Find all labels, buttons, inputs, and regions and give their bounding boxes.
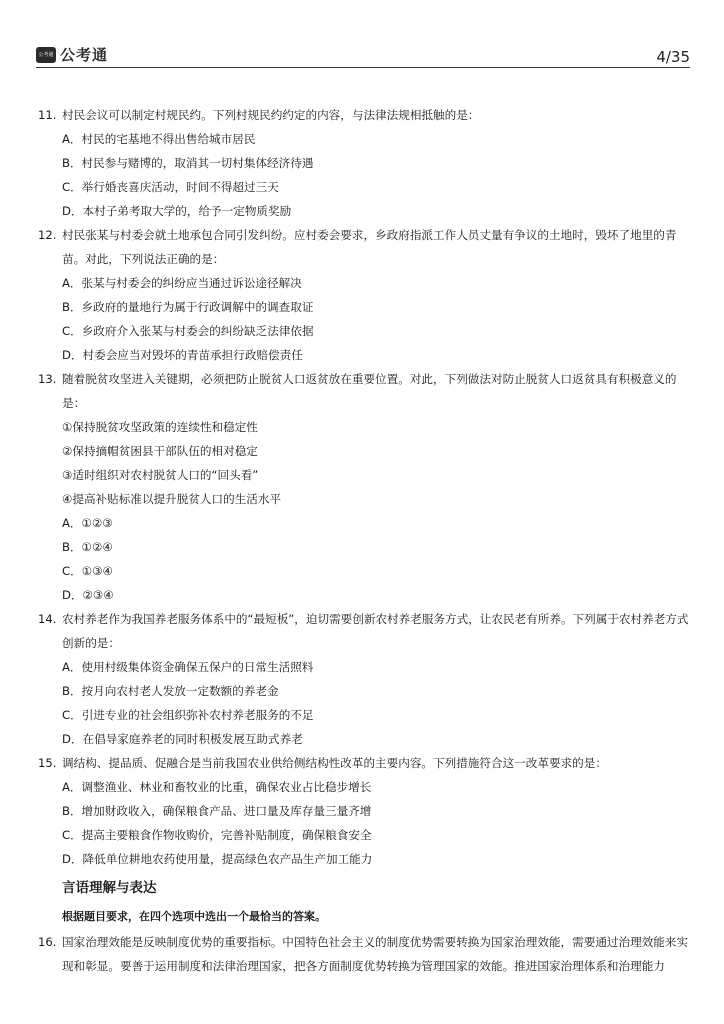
option: A．使用村级集体资金确保五保户的日常生活照料 <box>62 660 314 674</box>
question-stem: 调结构、提品质、促融合是当前我国农业供给侧结构性改革的主要内容。下列措施符合这一改革要求的是： <box>62 756 607 770</box>
option: B．增加财政收入，确保粮食产品、进口量及库存量三量齐增 <box>62 804 372 818</box>
question-14 <box>38 607 690 751</box>
option: A．①②③ <box>62 516 113 530</box>
option: A．调整渔业、林业和畜牧业的比重，确保农业占比稳步增长 <box>62 780 372 794</box>
option: C．乡政府介入张某与村委会的纠纷缺乏法律依据 <box>62 324 314 338</box>
question-stem: 随着脱贫攻坚进入关键期，必须把防止脱贫人口返贫放在重要位置。对此，下列做法对防止脱贫人口返贫具有积极意义的是： <box>62 372 677 410</box>
option: D．本村子弟考取大学的，给予一定物质奖励 <box>62 204 292 218</box>
option: D．②③④ <box>62 588 114 602</box>
question-12 <box>38 223 690 367</box>
logo <box>36 44 108 65</box>
logo-badge-icon: 公考通 <box>36 47 56 63</box>
statement: ③适时组织对农村脱贫人口的“回头看” <box>62 468 259 482</box>
section-title: 言语理解与表达 <box>62 880 157 896</box>
question-number: 11. <box>38 108 57 122</box>
page-header <box>36 40 690 70</box>
question-stem: 国家治理效能是反映制度优势的重要指标。中国特色社会主义的制度优势需要转换为国家治理效能，需要通过治理效能来实现和彰显。要善于运用制度和法律治理国家，把各方面制度优势转换为管理国家的效能。推进国家治理体系和治理能力 <box>62 935 689 973</box>
question-16 <box>38 930 690 978</box>
page-content <box>38 103 690 978</box>
option: D．降低单位耕地农药使用量，提高绿色农产品生产加工能力 <box>62 852 373 866</box>
question-number: 13. <box>38 372 57 386</box>
option: B．①②④ <box>62 540 113 554</box>
option: D．村委会应当对毁坏的青苗承担行政赔偿责任 <box>62 348 303 362</box>
option: B．村民参与赌博的，取消其一切村集体经济待遇 <box>62 156 314 170</box>
question-13 <box>38 367 690 607</box>
question-number: 16. <box>38 935 57 949</box>
option: C．①③④ <box>62 564 113 578</box>
statement: ④提高补贴标准以提升脱贫人口的生活水平 <box>62 492 282 506</box>
section-instruction: 根据题目要求，在四个选项中选出一个最恰当的答案。 <box>62 910 326 923</box>
option: C．提高主要粮食作物收购价，完善补贴制度，确保粮食安全 <box>62 828 372 842</box>
option: B．乡政府的量地行为属于行政调解中的调查取证 <box>62 300 314 314</box>
statement: ②保持摘帽贫困县干部队伍的相对稳定 <box>62 444 258 458</box>
question-stem: 农村养老作为我国养老服务体系中的“最短板”，迫切需要创新农村养老服务方式，让农民老有所养。下列属于农村养老方式创新的是： <box>62 612 689 650</box>
question-number: 15. <box>38 756 57 770</box>
statement: ①保持脱贫攻坚政策的连续性和稳定性 <box>62 420 258 434</box>
question-stem: 村民会议可以制定村规民约。下列村规民约约定的内容，与法律法规相抵触的是： <box>62 108 480 122</box>
option: A．张某与村委会的纠纷应当通过诉讼途径解决 <box>62 276 302 290</box>
option: B．按月向农村老人发放一定数额的养老金 <box>62 684 279 698</box>
logo-text: 公考通 <box>60 46 109 64</box>
question-number: 14. <box>38 612 57 626</box>
question-11 <box>38 103 690 223</box>
option: C．引进专业的社会组织弥补农村养老服务的不足 <box>62 708 314 722</box>
option: C．举行婚丧喜庆活动，时间不得超过三天 <box>62 180 279 194</box>
question-number: 12. <box>38 228 57 242</box>
option: A．村民的宅基地不得出售给城市居民 <box>62 132 256 146</box>
question-15 <box>38 751 690 871</box>
option: D．在倡导家庭养老的同时积极发展互助式养老 <box>62 732 303 746</box>
page-number: 4/35 <box>656 48 690 66</box>
question-stem: 村民张某与村委会就土地承包合同引发纠纷。应村委会要求，乡政府指派工作人员丈量有争议的土地时，毁坏了地里的青苗。对此，下列说法正确的是： <box>62 228 677 266</box>
header-divider <box>36 67 690 68</box>
